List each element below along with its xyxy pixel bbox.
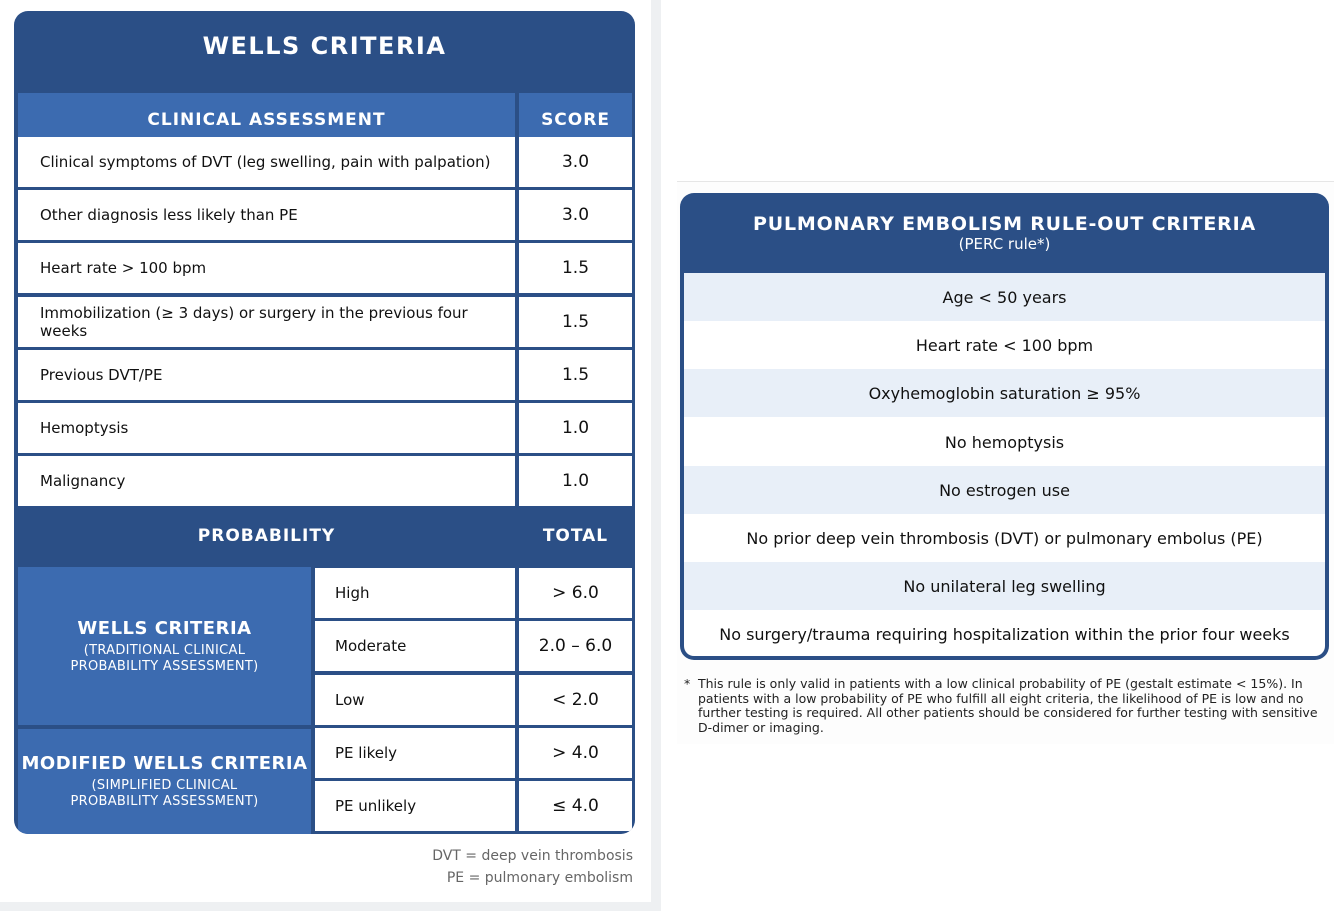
wells-title: WELLS CRITERIA <box>202 32 447 60</box>
perc-card <box>680 193 1329 660</box>
probability-total: > 4.0 <box>519 728 632 778</box>
probability-total: < 2.0 <box>519 675 632 725</box>
probability-total: 2.0 – 6.0 <box>519 621 632 671</box>
list-item: Heart rate < 100 bpm <box>915 335 1094 355</box>
criterion-description: Previous DVT/PE <box>18 350 515 400</box>
criterion-description: Malignancy <box>18 456 515 506</box>
footnote-marker: * <box>684 676 691 691</box>
group-subtitle-line: PROBABILITY ASSESSMENT) <box>70 658 259 674</box>
perc-criteria-list <box>684 273 1325 656</box>
criterion-score: 1.5 <box>519 297 632 347</box>
list-item: No prior deep vein thrombosis (DVT) or pulmonary embolus (PE) <box>746 528 1263 548</box>
group-subtitle <box>71 643 259 675</box>
criterion-score: 3.0 <box>519 137 632 187</box>
abbreviation-dvt: DVT = deep vein thrombosis <box>432 848 633 864</box>
group-title: MODIFIED WELLS CRITERIA <box>21 753 308 774</box>
group-subtitle-line: (TRADITIONAL CLINICAL <box>83 642 246 658</box>
criterion-description: Other diagnosis less likely than PE <box>18 190 515 240</box>
clinical-assessment-header: CLINICAL ASSESSMENT <box>18 93 515 147</box>
perc-header <box>680 193 1329 273</box>
probability-level: Low <box>315 675 515 725</box>
list-item: No surgery/trauma requiring hospitalization within the prior four weeks <box>719 624 1290 644</box>
traditional-wells-label <box>18 567 311 725</box>
group-subtitle-line: (SIMPLIFIED CLINICAL <box>91 778 238 793</box>
panel-bottom-border <box>0 902 661 911</box>
probability-level: High <box>315 568 515 618</box>
panel-divider <box>651 0 661 911</box>
probability-level: Moderate <box>315 621 515 671</box>
probability-header: PROBABILITY <box>197 526 336 546</box>
modified-wells-label <box>18 729 311 834</box>
total-header: TOTAL <box>542 526 609 546</box>
group-subtitle-line: PROBABILITY ASSESSMENT) <box>70 794 259 809</box>
probability-total: ≤ 4.0 <box>519 781 632 831</box>
perc-subtitle: (PERC rule*) <box>958 235 1051 253</box>
abbreviation-pe: PE = pulmonary embolism <box>446 870 633 886</box>
criterion-score: 1.5 <box>519 243 632 293</box>
criterion-description: Heart rate > 100 bpm <box>18 243 515 293</box>
score-header: SCORE <box>519 93 632 147</box>
criterion-score: 3.0 <box>519 190 632 240</box>
group-subtitle <box>71 778 259 810</box>
probability-total: > 6.0 <box>519 568 632 618</box>
list-item: Oxyhemoglobin saturation ≥ 95% <box>684 369 1325 417</box>
criterion-description: Hemoptysis <box>18 403 515 453</box>
criterion-description: Immobilization (≥ 3 days) or surgery in the previous four weeks <box>18 297 515 347</box>
list-item: No unilateral leg swelling <box>684 562 1325 610</box>
criterion-score: 1.0 <box>519 456 632 506</box>
footnote-text: This rule is only valid in patients with a low clinical probability of PE (gestalt estimate < 15%). In patients with a low probability of PE who fulfill all eight criteria, the likelihood of PE is low and no further testing is required. All other patients should be considered for further testing with sensitive D-dimer or imaging. <box>698 676 1318 735</box>
group-title: WELLS CRITERIA <box>77 617 252 639</box>
list-item: Age < 50 years <box>684 273 1325 321</box>
probability-level: PE likely <box>315 728 515 778</box>
criterion-score: 1.5 <box>519 350 632 400</box>
wells-criteria-card <box>14 11 635 834</box>
list-item: No estrogen use <box>684 466 1325 514</box>
criterion-description: Clinical symptoms of DVT (leg swelling, pain with palpation) <box>18 137 515 187</box>
probability-level: PE unlikely <box>315 781 515 831</box>
perc-title: PULMONARY EMBOLISM RULE-OUT CRITERIA <box>753 213 1256 235</box>
criterion-score: 1.0 <box>519 403 632 453</box>
perc-footnote <box>684 677 1326 735</box>
list-item: No hemoptysis <box>944 432 1065 452</box>
